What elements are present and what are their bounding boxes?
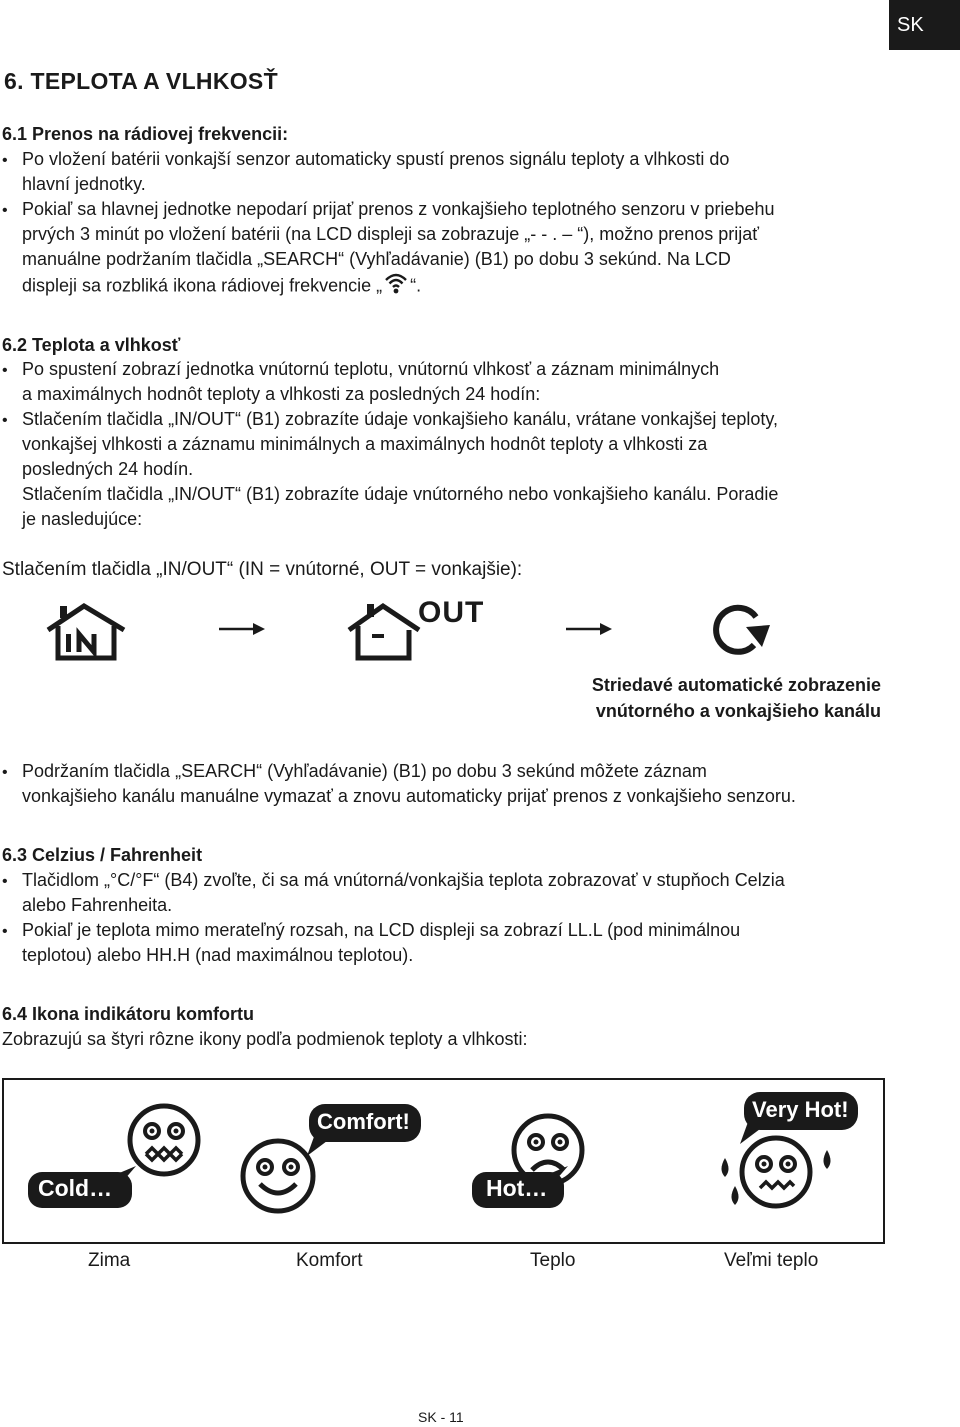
alternation-caption-line1: Striedavé automatické zobrazenie (591, 675, 881, 695)
house-in-icon (44, 602, 128, 667)
section-6-3-heading: 6.3 Celzius / Fahrenheit (2, 845, 203, 865)
s63-bullet1-line2: alebo Fahrenheita. (22, 895, 173, 915)
s62-bullet2-line1: Stlačením tlačidla „IN/OUT“ (B1) zobrazíte údaje vonkajšieho kanálu, vrátane vonkajšej teploty, (22, 409, 779, 429)
s62-bullet2-line3: posledných 24 hodín. (22, 459, 194, 479)
bullet-marker: • (2, 923, 8, 940)
section-6-1-heading: 6.1 Prenos na rádiovej frekvencii: (2, 124, 289, 144)
bullet-marker: • (2, 412, 8, 429)
page-title: 6. TEPLOTA A VLHKOSŤ (4, 68, 278, 94)
sequence-line: Stlačením tlačidla „IN/OUT“ (IN = vnútorné, OUT = vonkajšie): (2, 559, 523, 580)
house-out-icon (345, 600, 425, 667)
radio-signal-icon (384, 272, 408, 301)
bullet-marker: • (2, 764, 8, 781)
bullet-marker: • (2, 152, 8, 169)
s63-bullet2-line2: teplotou) alebo HH.H (nad maximálnou teplotou). (22, 945, 414, 965)
label-very-hot: Veľmi teplo (724, 1250, 819, 1271)
very-hot-bubble-text: Very Hot! (752, 1097, 849, 1122)
s61-bullet2-line2: prvých 3 minút po vložení batérii (na LCD displeji sa zobrazuje „- - . – “), možno prenos prijať (22, 224, 760, 244)
section-6-4-heading: 6.4 Ikona indikátoru komfortu (2, 1004, 255, 1024)
s62-bullet2-line5: je nasledujúce: (22, 509, 143, 529)
s61-bullet2-line1: Pokiaľ sa hlavnej jednotke nepodarí prijať prenos z vonkajšieho teplotného senzoru v priebehu (22, 199, 775, 219)
s64-intro: Zobrazujú sa štyri rôzne ikony podľa podmienok teploty a vlhkosti: (2, 1029, 528, 1049)
language-tab: SK (889, 0, 960, 50)
s61-bullet2-line4-end: “. (410, 275, 422, 296)
s62-bullet2-line2: vonkajšej vlhkosti a záznamu minimálnych a maximálnych hodnôt teploty a vlhkosti za (22, 434, 708, 454)
s61-bullet1-line2: hlavní jednotky. (22, 174, 146, 194)
s62-bullet2-line4: Stlačením tlačidla „IN/OUT“ (B1) zobrazíte údaje vnútorného nebo vonkajšieho kanálu. Poradie (22, 484, 779, 504)
sweat-drop-icon (820, 1150, 834, 1175)
s62-bullet3-line1: Podržaním tlačidla „SEARCH“ (Vyhľadávanie) (B1) po dobu 3 sekúnd môžete záznam (22, 761, 707, 781)
s63-bullet1-line1: Tlačidlom „°C/°F“ (B4) zvoľte, či sa má vnútorná/vonkajšia teplota zobrazovať v stupňoch Celzia (22, 870, 785, 890)
s61-bullet1-line1: Po vložení batérii vonkajší senzor automaticky spustí prenos signálu teploty a vlhkosti do (22, 149, 730, 169)
arrow-right-icon (566, 620, 614, 643)
sweat-drop-icon (728, 1186, 742, 1211)
bullet-marker: • (2, 873, 8, 890)
bullet-marker: • (2, 202, 8, 219)
arrow-right-icon (219, 620, 267, 643)
bullet-marker: • (2, 362, 8, 379)
section-6-2-heading: 6.2 Teplota a vlhkosť (2, 335, 181, 355)
cold-bubble-text: Cold… (38, 1175, 113, 1201)
comfort-bubble-text: Comfort! (317, 1109, 410, 1134)
alternation-caption-line2: vnútorného a vonkajšieho kanálu (595, 701, 881, 721)
rotate-icon (712, 603, 774, 662)
s61-bullet2-line4-text: displeji sa rozbliká ikona rádiovej frekvencie „ (22, 275, 383, 296)
sweat-drop-icon (718, 1158, 732, 1183)
hot-bubble-text: Hot… (486, 1175, 548, 1201)
page-number: SK - 11 (418, 1409, 464, 1425)
s62-bullet1-line1: Po spustení zobrazí jednotka vnútornú teplotu, vnútornú vlhkosť a záznam minimálnych (22, 359, 720, 379)
label-hot: Teplo (530, 1250, 576, 1271)
s63-bullet2-line1: Pokiaľ je teplota mimo merateľný rozsah, na LCD displeji sa zobrazí LL.L (pod minimálnou (22, 920, 741, 940)
s61-bullet2-line4 (22, 272, 421, 301)
house-out-label: OUT (418, 596, 485, 629)
s62-bullet3-line2: vonkajšieho kanálu manuálne vymazať a znovu automaticky prijať prenos z vonkajšieho senzoru. (22, 786, 796, 806)
s61-bullet2-line3: manuálne podržaním tlačidla „SEARCH“ (Vyhľadávanie) (B1) po dobu 3 sekúnd. Na LCD (22, 249, 731, 269)
s62-bullet1-line2: a maximálnych hodnôt teploty a vlhkosti za posledných 24 hodín: (22, 384, 541, 404)
label-cold: Zima (88, 1250, 131, 1271)
label-comfort: Komfort (296, 1250, 363, 1271)
